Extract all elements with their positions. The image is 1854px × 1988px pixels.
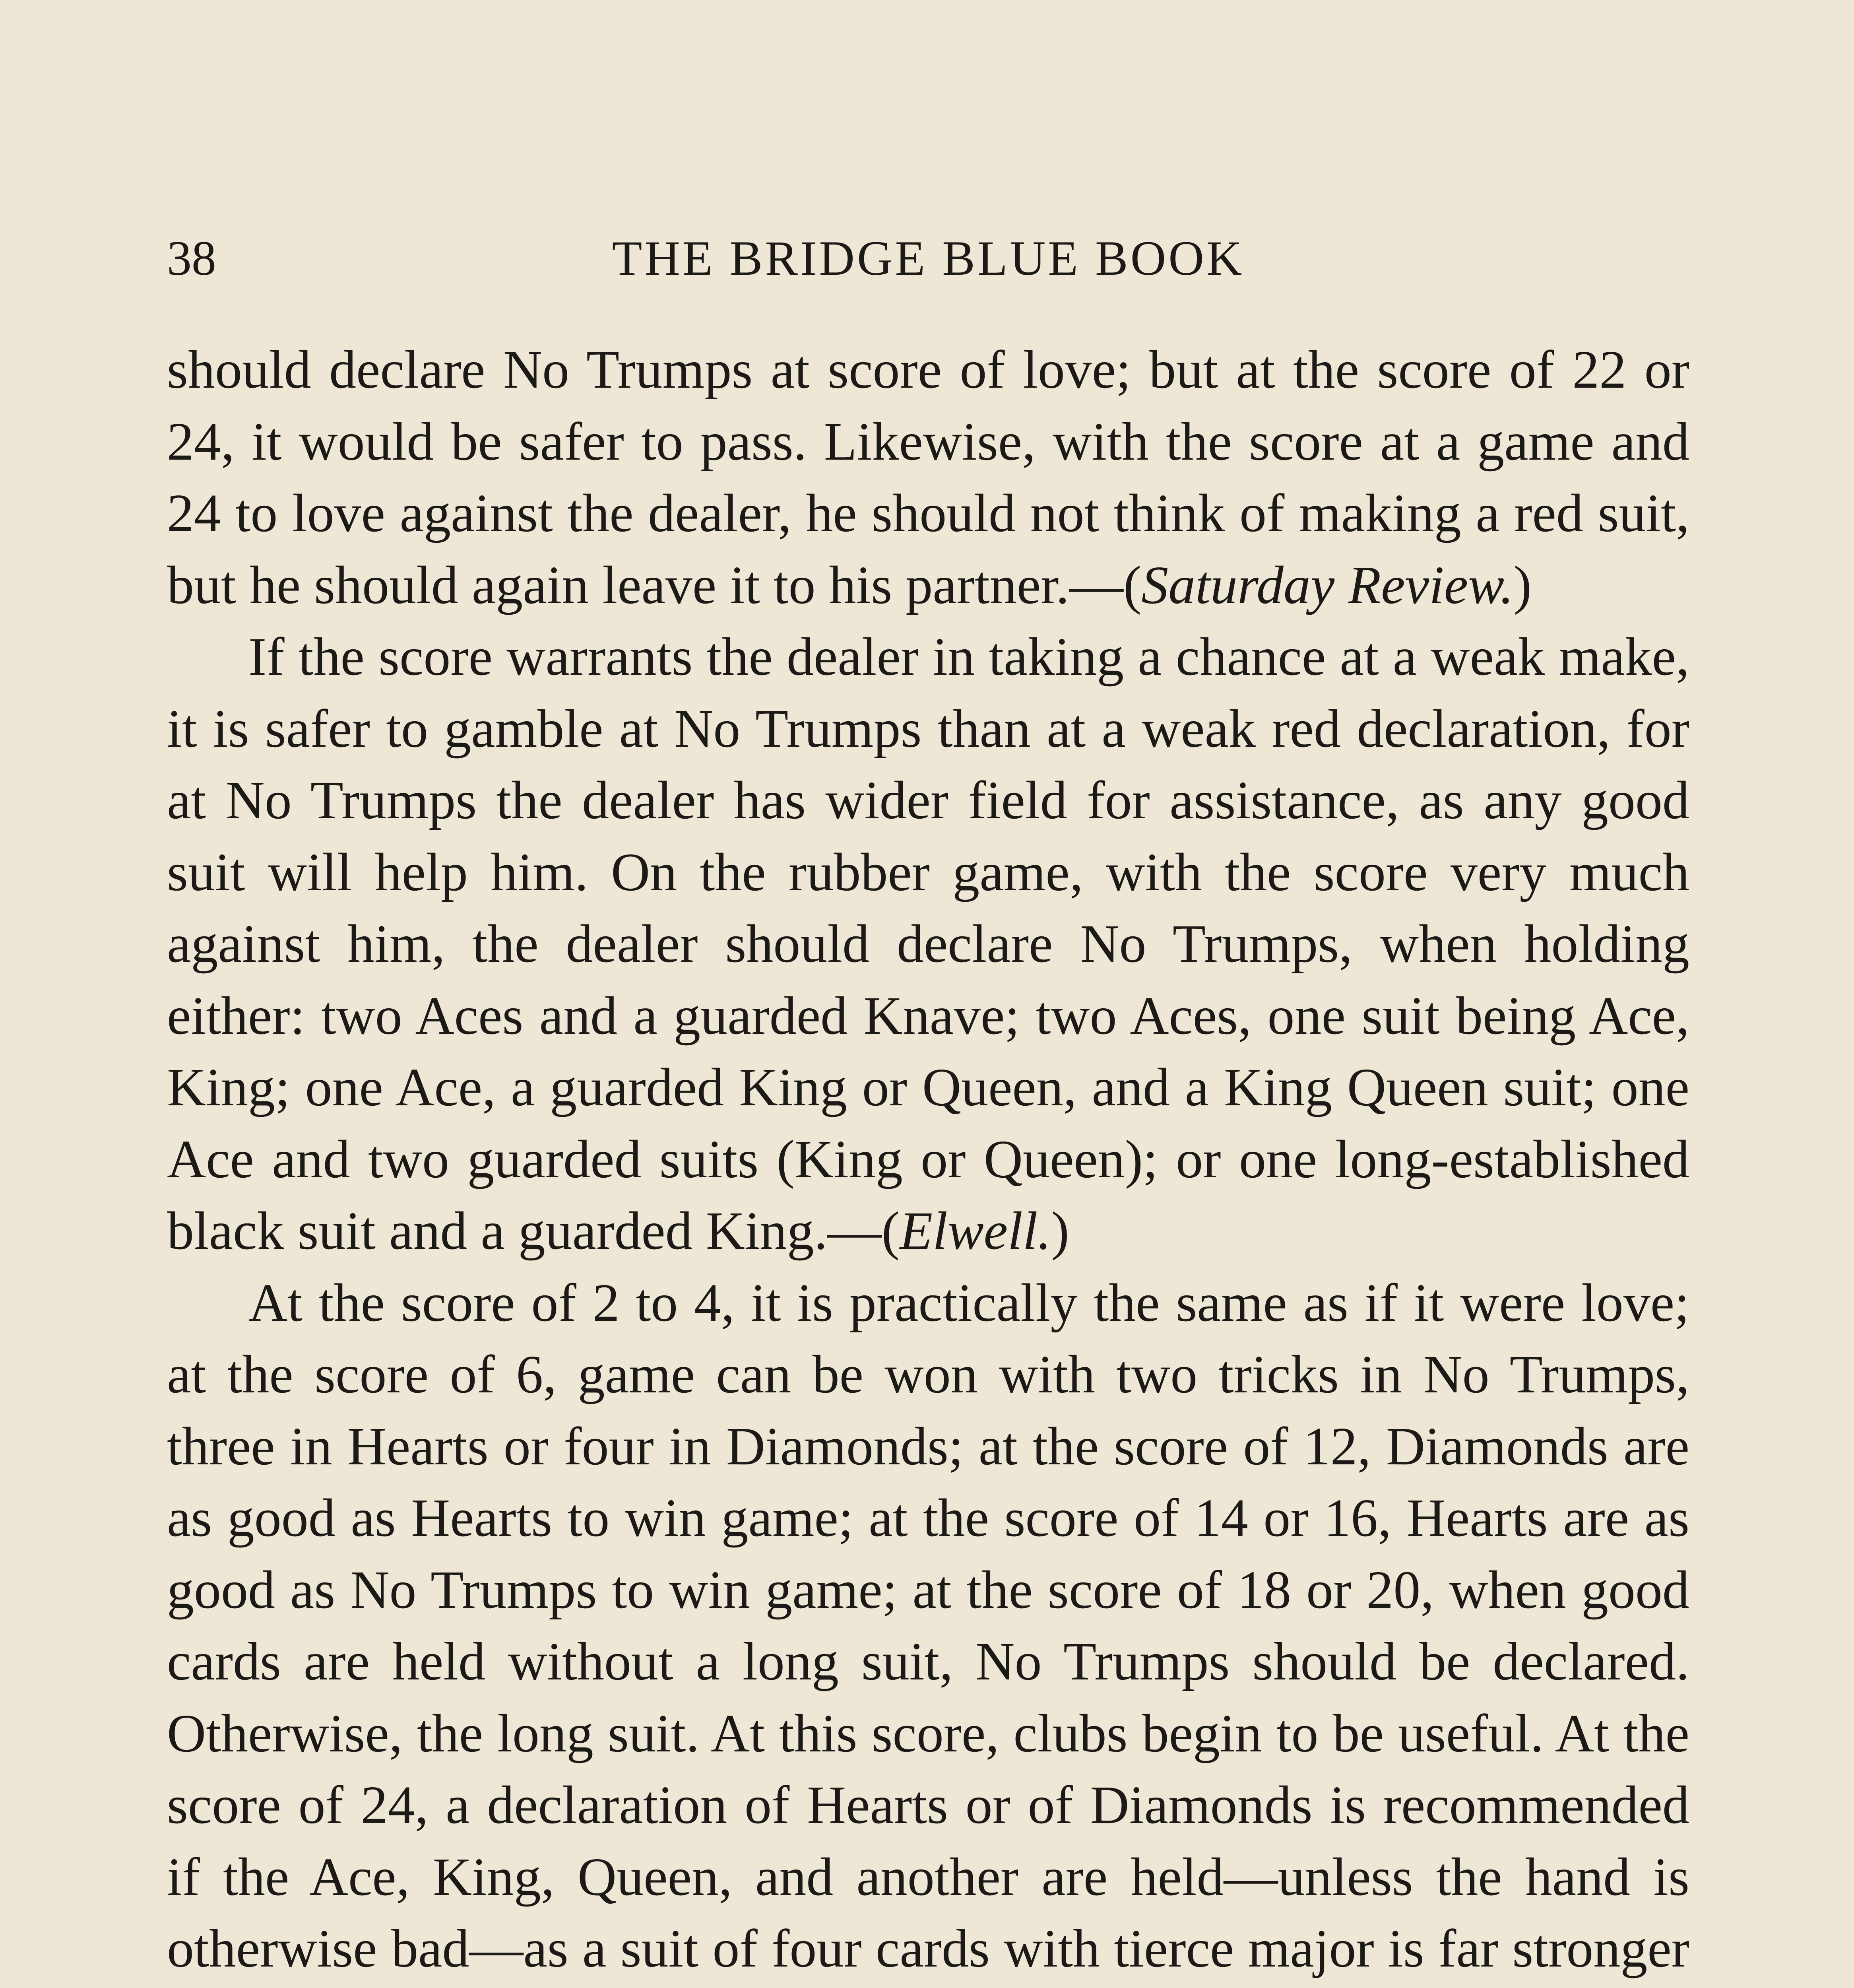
paragraph-2: [167, 621, 1689, 1267]
paragraph-1: [167, 334, 1689, 621]
paragraph-text: should declare No Trumps at score of love; but at the score of 22 or 24, it would be safer to pass. Likewise, with the score at a game and 24 to love against the dealer, he should not think of making a red suit, but he should again leave it to his partner.—(: [167, 340, 1689, 615]
paragraph-3: [167, 1267, 1689, 1988]
body-text: [167, 334, 1689, 1988]
source-citation: Elwell.: [900, 1201, 1051, 1261]
citation-close: ): [1513, 555, 1532, 615]
page-number: 38: [167, 231, 216, 285]
paragraph-text: If the score warrants the dealer in taking a chance at a weak make, it is safer to gamble at No Trumps than at a weak red declaration, for at No Trumps the dealer has wider field for assistance, as any good suit will help him. On the rubber game, with the score very much against him, the dealer should declare No Trumps, when holding either: two Aces and a guarded Knave; two Aces, one suit being Ace, King; one Ace, a guarded King or Queen, and a King Queen suit; one Ace and two guarded suits (King or Queen); or one long-established black suit and a guarded King.—(: [167, 627, 1689, 1261]
source-citation: Saturday Review.: [1141, 555, 1514, 615]
paragraph-text: At the score of 2 to 4, it is practically the same as if it were love; at the score of 6, game can be won with two tricks in No Trumps, three in Hearts or four in Diamonds; at the score of 12, Diamonds are as good as Hearts to win game; at the score of 14 or 16, Hearts are as good as No Trumps to win game; at the score of 18 or 20, when good cards are held without a long suit, No Trumps should be declared. Otherwise, the long suit. At this score, clubs begin to be useful. At the score of 24, a declaration of Hearts or of Diamonds is recommended if the Ace, King, Queen, and another are held—unless the hand is otherwise bad—as a suit of four cards with tierce major is far stronger: [167, 1273, 1689, 1978]
running-title: THE BRIDGE BLUE BOOK: [612, 231, 1245, 285]
citation-close: ): [1051, 1201, 1069, 1261]
page-header: [167, 223, 1689, 294]
